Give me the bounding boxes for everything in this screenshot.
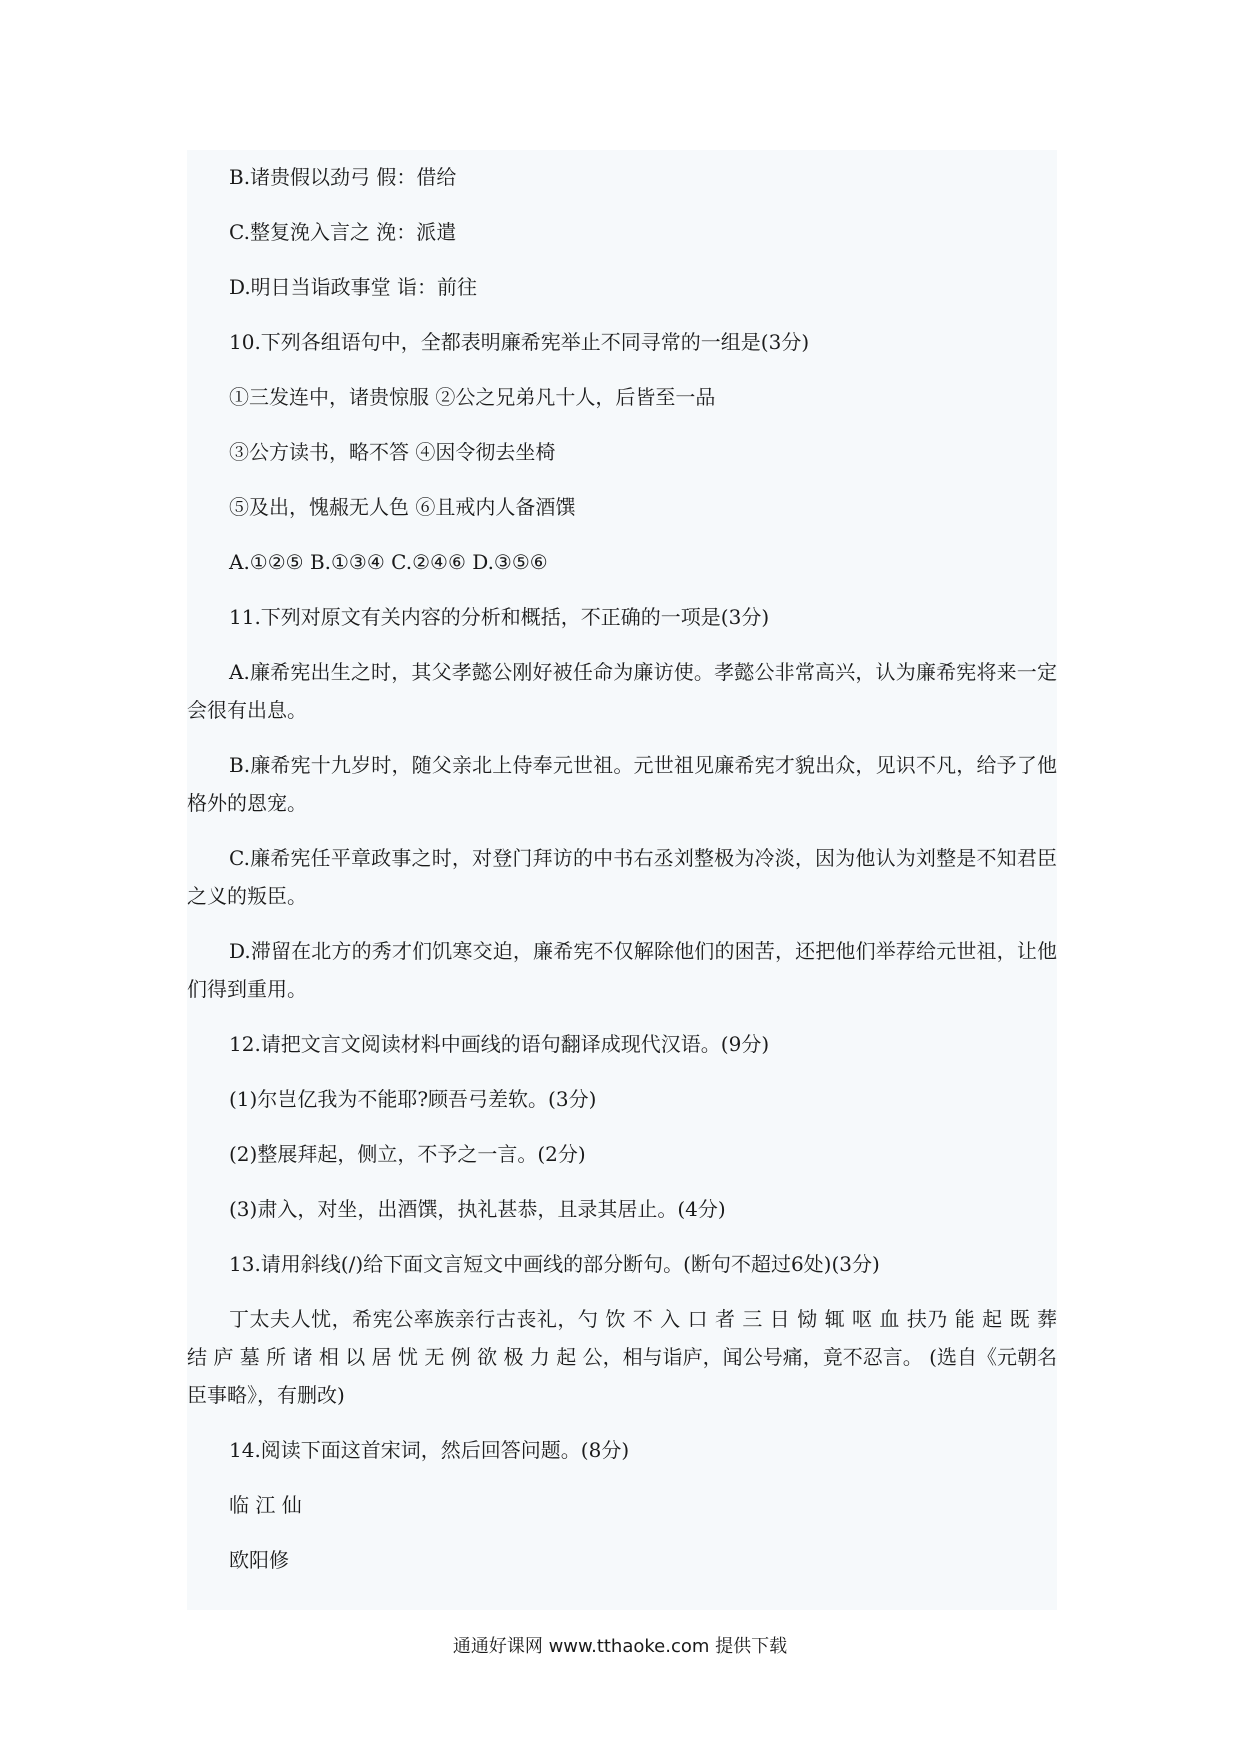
q10-items-1-2: ①三发连中，诸贵惊服 ②公之兄弟凡十人，后皆至一品: [229, 385, 716, 409]
q10-items-3-4: ③公方读书，略不答 ④因令彻去坐椅: [229, 440, 556, 464]
option-d-line: D.明日当诣政事堂 诣：前往: [229, 275, 478, 299]
q12-part-1: (1)尔岂亿我为不能耶?顾吾弓差软。(3分): [229, 1087, 597, 1111]
q12-part-2: (2)整展拜起，侧立，不予之一言。(2分): [229, 1142, 586, 1166]
question-14: 14.阅读下面这首宋词，然后回答问题。(8分): [229, 1438, 630, 1462]
question-11: 11.下列对原文有关内容的分析和概括，不正确的一项是(3分): [229, 605, 770, 629]
question-12: 12.请把文言文阅读材料中画线的语句翻译成现代汉语。(9分): [229, 1032, 770, 1056]
poem-title: 临 江 仙: [229, 1493, 302, 1517]
q11-option-b: B.廉希宪十九岁时，随父亲北上侍奉元世祖。元世祖见廉希宪才貌出众，见识不凡，给予了他格外的恩宠。: [187, 753, 1057, 815]
option-c-line: C.整复浼入言之 浼：派遣: [229, 220, 457, 244]
q10-options: A.①②⑤ B.①③④ C.②④⑥ D.③⑤⑥: [229, 550, 548, 574]
q11-option-a: A.廉希宪出生之时，其父孝懿公刚好被任命为廉访使。孝懿公非常高兴，认为廉希宪将来一定会很有出息。: [187, 660, 1057, 722]
q10-items-5-6: ⑤及出，愧赧无人色 ⑥且戒内人备酒馔: [229, 495, 576, 519]
poem-author: 欧阳修: [229, 1548, 289, 1572]
q11-option-d: D.滞留在北方的秀才们饥寒交迫，廉希宪不仅解除他们的困苦，还把他们举荐给元世祖，让他们得到重用。: [187, 939, 1057, 1001]
page-footer: 通通好课网 www.tthaoke.com 提供下载: [452, 1636, 788, 1657]
question-13: 13.请用斜线(/)给下面文言短文中画线的部分断句。(断句不超过6处)(3分): [229, 1252, 880, 1276]
q13-passage: 丁太夫人忧，希宪公率族亲行古丧礼，勺 饮 不 入 口 者 三 日 恸 辄 呕 血 扶乃 能 起 既 葬 结 庐 墓 所 诸 相 以 居 忧 无 例 欲 极 力 起 公，相与诣庐，闻公号痛，竟不忍言。 (选自《元朝名臣事略》，有删改): [187, 1307, 1057, 1407]
question-10: 10.下列各组语句中，全都表明廉希宪举止不同寻常的一组是(3分): [229, 330, 810, 354]
q12-part-3: (3)肃入，对坐，出酒馔，执礼甚恭，且录其居止。(4分): [229, 1197, 726, 1221]
option-b-line: B.诸贵假以劲弓 假：借给: [229, 165, 457, 189]
q11-option-c: C.廉希宪任平章政事之时，对登门拜访的中书右丞刘整极为冷淡，因为他认为刘整是不知君臣之义的叛臣。: [187, 846, 1057, 908]
document-body: [187, 150, 1057, 1610]
